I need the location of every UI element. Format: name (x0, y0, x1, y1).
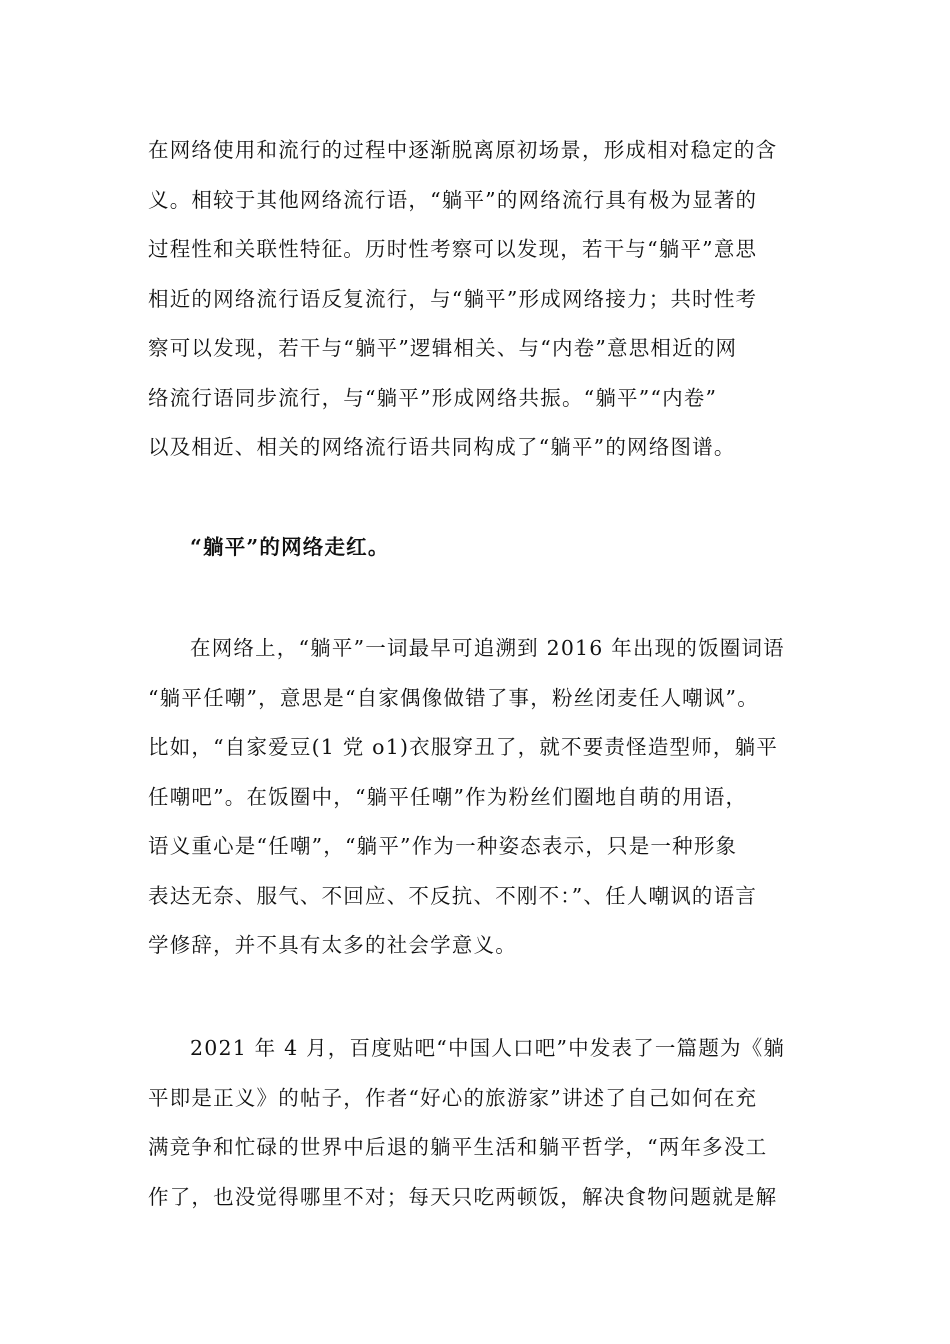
text-line: 作了，也没觉得哪里不对；每天只吃两顿饭，解决食物问题就是解 (148, 1184, 778, 1209)
text-line: 学修辞，并不具有太多的社会学意义。 (148, 933, 517, 957)
text-line: 任嘲吧”。在饭圈中，“躺平任嘲”作为粉丝们圈地自萌的用语， (148, 784, 748, 809)
text-line: 络流行语同步流行，与“躺平”形成网络共振。“躺平”“内卷” (148, 385, 718, 410)
text-line: “躺平任嘲”，意思是“自家偶像做错了事，粉丝闭麦任人嘲讽”。 (148, 685, 759, 710)
text-line: 语义重心是“任嘲”，“躺平”作为一种姿态表示，只是一种形象 (148, 834, 738, 858)
text-line: 表达无奈、服气、不回应、不反抗、不刚不：”、任人嘲讽的语言 (148, 883, 758, 908)
text-line: 在网络上，“躺平”一词最早可追溯到 2016 年出现的饭圈词语 (190, 636, 785, 660)
text-line: 相近的网络流行语反复流行，与“躺平”形成网络接力；共时性考 (148, 286, 758, 311)
text-line: 义。相较于其他网络流行语，“躺平”的网络流行具有极为显著的 (148, 187, 758, 212)
text-line: 在网络使用和流行的过程中逐渐脱离原初场景，形成相对稳定的含 (148, 138, 778, 162)
text-line: 满竞争和忙碌的世界中后退的躺平生活和躺平哲学，“两年多没工 (148, 1135, 768, 1159)
paragraph-tieba-post (148, 1024, 808, 1222)
text-line: 2021 年 4 月，百度贴吧“中国人口吧”中发表了一篇题为《躺 (190, 1036, 786, 1060)
paragraph-continuation (148, 126, 808, 473)
text-line: 比如，“自家爱豆(1 党 o1)衣服穿丑了，就不要责怪造型师，躺平 (148, 735, 779, 759)
text-line: 察可以发现，若干与“躺平”逻辑相关、与“内卷”意思相近的网 (148, 336, 738, 360)
text-line: 过程性和关联性特征。历时性考察可以发现，若干与“躺平”意思 (148, 237, 758, 261)
text-line: 以及相近、相关的网络流行语共同构成了“躺平”的网络图谱。 (148, 435, 736, 459)
paragraph-origin (148, 624, 808, 971)
text-line: 平即是正义》的帖子，作者“好心的旅游家”讲述了自己如何在充 (148, 1085, 758, 1110)
section-heading: “躺平”的网络走红。 (190, 535, 390, 559)
